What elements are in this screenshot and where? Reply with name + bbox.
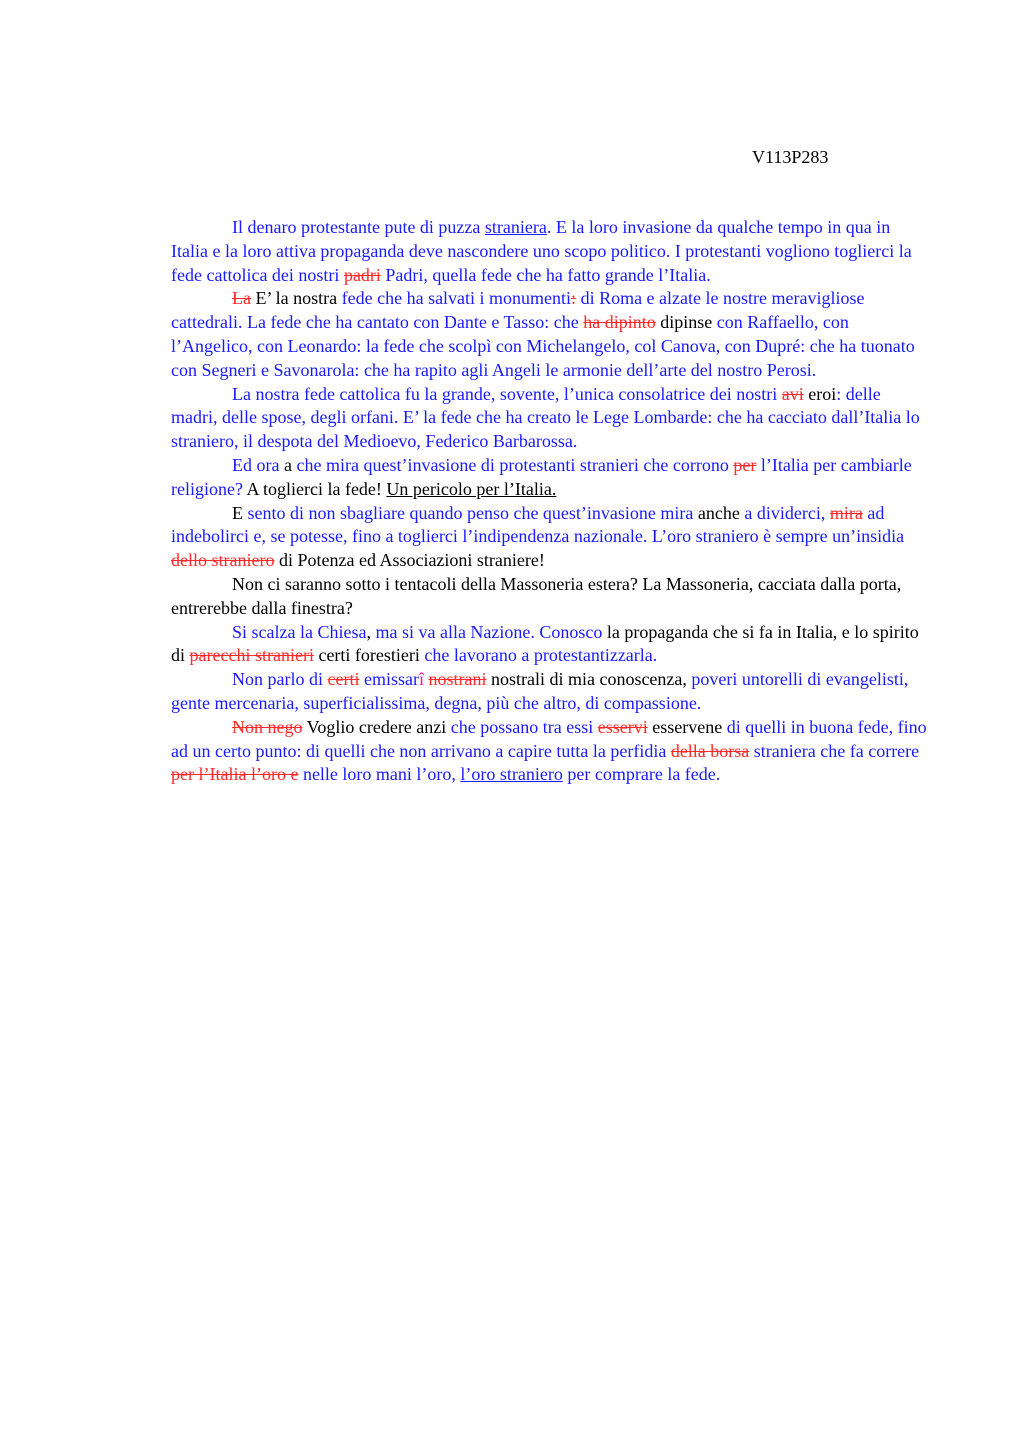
- text-run: che lavorano a protestantizzarla.: [424, 645, 658, 666]
- paragraph-6: [171, 573, 931, 621]
- deleted-text: avi: [781, 383, 804, 404]
- text-run: certi forestieri: [313, 645, 425, 666]
- text-run: Ed ora: [232, 454, 280, 475]
- text-run: l’Italia per cambiarle religione?: [171, 454, 912, 499]
- text-run: di Potenza ed Associazioni straniere!: [274, 550, 545, 571]
- text-run-underlined: l’oro straniero: [460, 764, 563, 785]
- text-run: Il denaro protestante pute di puzza: [232, 217, 485, 237]
- paragraph-4: [171, 454, 931, 502]
- text-run: Non ci saranno sotto i tentacoli della Massoneria estera? La Massoneria, cacciata dalla porta, entrerebbe dalla finestra?: [171, 573, 902, 618]
- deleted-text: mira: [829, 502, 863, 523]
- inserted-accent: î: [418, 669, 424, 690]
- text-run-underlined: Un pericolo per l’Italia.: [386, 478, 557, 499]
- paragraph-1: [171, 216, 931, 287]
- paragraph-3: [171, 383, 931, 454]
- text-run: Non parlo di: [232, 669, 328, 690]
- text-run: per comprare la fede.: [562, 764, 721, 785]
- text-run: Si scalza la Chiesa: [232, 621, 367, 642]
- text-run: Voglio credere anzi: [302, 716, 451, 737]
- text-run: . E la loro invasione da qualche tempo in qua in Italia e la loro attiva propaganda deve nascondere uno scopo politico. I protestanti vogliono toglierci la fede cattolica dei nostri: [171, 217, 912, 285]
- text-run: fede che ha salvati i monumenti: [341, 288, 572, 309]
- paragraph-2: [171, 287, 931, 382]
- text-run: nostrali di mia conoscenza,: [486, 669, 692, 690]
- text-run: straniera che fa correre: [749, 740, 920, 761]
- deleted-text: della borsa: [670, 740, 750, 761]
- text-run: a: [279, 454, 297, 475]
- text-run: E: [232, 502, 248, 523]
- deleted-text: nostrani: [428, 669, 487, 690]
- document-code: V113P283: [752, 147, 829, 167]
- text-run: E’ la nostra: [250, 288, 342, 309]
- text-run: poveri untorelli di evangelisti, gente mercenaria, superficialissima, degna, più che altro, di compassione.: [171, 669, 909, 713]
- paragraph-7: [171, 621, 931, 669]
- text-run: Padri, quella fede che ha fatto grande l’Italia.: [380, 264, 711, 285]
- deleted-text: certi: [327, 669, 360, 690]
- deleted-text: padri: [343, 264, 381, 285]
- deleted-text: dello straniero: [171, 550, 275, 571]
- text-run: la propaganda che si fa in Italia, e lo spirito di: [171, 621, 919, 666]
- text-run: di Roma e alzate le nostre meravigliose cattedrali. La fede che ha cantato con Dante e Tasso: che: [171, 288, 865, 333]
- text-run: che possano tra essi: [450, 716, 598, 737]
- text-run: che mira quest’invasione di protestanti stranieri che corrono: [296, 454, 734, 475]
- document-body: [171, 216, 931, 787]
- text-run: di quelli in buona fede, fino ad un certo punto: di quelli che non arrivano a capire tutta la perfidia: [171, 716, 927, 761]
- text-run: A toglierci la fede!: [242, 478, 387, 499]
- paragraph-8: [171, 668, 931, 716]
- text-run-underlined: straniera: [484, 217, 547, 237]
- text-run: sento di non sbagliare quando penso che quest’invasione mira: [247, 502, 694, 523]
- text-run: La nostra fede cattolica fu la grande, sovente, l’unica consolatrice dei nostri: [232, 383, 782, 404]
- deleted-text: ha dipinto: [583, 312, 656, 333]
- deleted-text: :: [571, 288, 577, 309]
- text-run: anche: [693, 502, 745, 523]
- text-run: ma si va alla Nazione. Conosco: [375, 621, 603, 642]
- text-run: dipinse: [655, 312, 713, 333]
- text-run: esservene: [647, 716, 727, 737]
- deleted-text: parecchi stranieri: [189, 645, 314, 666]
- text-run: a dividerci,: [744, 502, 830, 523]
- paragraph-9: [171, 716, 931, 787]
- deleted-text: per l’Italia l’oro e: [171, 764, 299, 785]
- deleted-text: La: [232, 288, 251, 309]
- text-run: eroi: [803, 383, 837, 404]
- deleted-text: per: [733, 454, 757, 475]
- text-run: ,: [366, 621, 376, 642]
- text-run: ad indebolirci e, se potesse, fino a toglierci l’indipendenza nazionale. L’oro straniero è sempre un’insidia: [171, 502, 905, 547]
- text-run: con Raffaello, con l’Angelico, con Leonardo: la fede che scolpì con Michelangelo, col Canova, con Dupré: che ha tuonato con Segneri e Savonarola: che ha rapito agli Angeli le armonie dell’arte del nostro Perosi.: [171, 312, 915, 380]
- text-run: emissar: [359, 669, 419, 690]
- paragraph-5: [171, 502, 931, 573]
- deleted-text: esservi: [597, 716, 648, 737]
- deleted-text: Non nego: [232, 716, 303, 737]
- text-run: : delle madri, delle spose, degli orfani. E’ la fede che ha creato le Lege Lombarde: che ha cacciato dall’Italia lo straniero, il despota del Medioevo, Federico Barbarossa.: [171, 383, 920, 452]
- text-run: nelle loro mani l’oro,: [298, 764, 461, 785]
